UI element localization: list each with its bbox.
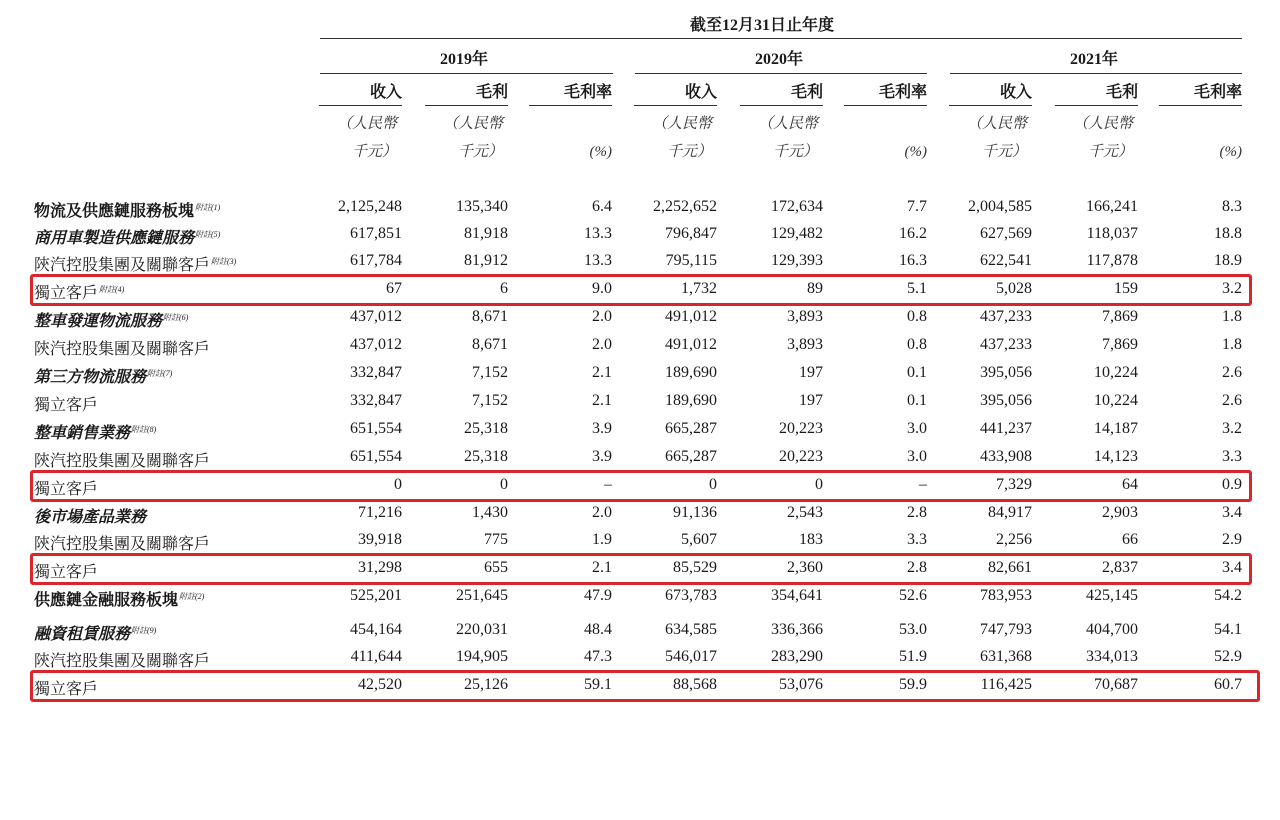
footnote-ref: 附註(4) <box>99 284 125 294</box>
row-label <box>34 198 220 221</box>
table-cell: 0.9 <box>1222 476 1242 493</box>
table-cell: 2,256 <box>996 531 1032 548</box>
table-cell: 437,233 <box>980 308 1032 325</box>
row-label-text: 陝汽控股集團及關聯客戶 <box>34 653 211 670</box>
table-cell: 25,126 <box>464 676 508 693</box>
column-header: 毛利率 <box>878 84 927 101</box>
table-cell: 491,012 <box>665 336 717 353</box>
column-header: 毛利 <box>1105 84 1138 101</box>
table-cell: 3.4 <box>1222 559 1242 576</box>
table-cell: 796,847 <box>665 225 717 242</box>
table-cell: 2.1 <box>592 559 612 576</box>
table-cell: 651,554 <box>350 420 402 437</box>
table-cell: 189,690 <box>665 364 717 381</box>
table-cell: 81,918 <box>464 225 508 242</box>
table-cell: 67 <box>386 280 402 297</box>
row-label-text: 商用車製造供應鏈服務 <box>34 230 195 247</box>
table-cell: 2,252,652 <box>653 198 717 215</box>
table-cell: 395,056 <box>980 392 1032 409</box>
table-cell: 10,224 <box>1094 392 1138 409</box>
table-cell: 411,644 <box>350 648 402 665</box>
table-cell: 1.8 <box>1222 308 1242 325</box>
table-cell: 2,837 <box>1102 559 1138 576</box>
table-cell: 3.4 <box>1222 504 1242 521</box>
unit-label: (%) <box>1219 144 1242 160</box>
table-cell: 441,237 <box>980 420 1032 437</box>
table-cell: 395,056 <box>980 364 1032 381</box>
table-cell: 91,136 <box>673 504 717 521</box>
table-cell: 617,784 <box>350 252 402 269</box>
row-label-text: 獨立客戶 <box>34 681 99 698</box>
table-cell: 18.9 <box>1214 252 1242 269</box>
row-label-text: 融資租賃服務 <box>34 626 131 643</box>
table-cell: 9.0 <box>592 280 612 297</box>
table-cell: 10,224 <box>1094 364 1138 381</box>
table-cell: 622,541 <box>980 252 1032 269</box>
column-header: 收入 <box>684 84 717 101</box>
table-cell: 2,125,248 <box>338 198 402 215</box>
unit-label: （人民幣 <box>442 116 503 132</box>
table-cell: 491,012 <box>665 308 717 325</box>
table-cell: 2.6 <box>1222 364 1242 381</box>
table-cell: 8,671 <box>472 336 508 353</box>
table-cell: 183 <box>799 531 823 548</box>
row-label-text: 後市場產品業務 <box>34 509 147 526</box>
table-cell: 194,905 <box>456 648 508 665</box>
table-cell: 0 <box>815 476 823 493</box>
row-label <box>34 364 172 387</box>
row-label-text: 獨立客戶 <box>34 397 99 414</box>
table-cell: 2.0 <box>592 308 612 325</box>
row-label <box>34 676 98 699</box>
table-cell: 88,568 <box>673 676 717 693</box>
table-cell: 332,847 <box>350 392 402 409</box>
table-cell: 70,687 <box>1094 676 1138 693</box>
table-cell: 14,123 <box>1094 448 1138 465</box>
row-label <box>34 476 98 499</box>
table-cell: 3.0 <box>907 448 927 465</box>
table-cell: 81,912 <box>464 252 508 269</box>
footnote-ref: 附註(3) <box>211 256 237 266</box>
year-header: 2019年 <box>440 51 489 68</box>
table-cell: 8.3 <box>1222 198 1242 215</box>
table-cell: 525,201 <box>350 587 402 604</box>
table-cell: 3.2 <box>1222 280 1242 297</box>
table-cell: 52.6 <box>899 587 927 604</box>
table-period-title: 截至12月31日止年度 <box>690 17 835 34</box>
table-cell: 2.9 <box>1222 531 1242 548</box>
divider <box>320 38 1242 39</box>
row-label-text: 供應鏈金融服務板塊 <box>34 592 179 609</box>
table-cell: 8,671 <box>472 308 508 325</box>
table-cell: 166,241 <box>1086 198 1138 215</box>
table-cell: 2,360 <box>787 559 823 576</box>
table-cell: 3.2 <box>1222 420 1242 437</box>
column-header: 收入 <box>369 84 402 101</box>
table-cell: 251,645 <box>456 587 508 604</box>
table-cell: 5,028 <box>996 280 1032 297</box>
table-cell: 0.8 <box>907 336 927 353</box>
footnote-ref: 附註(9) <box>131 625 157 635</box>
table-cell: 197 <box>799 364 823 381</box>
table-cell: 25,318 <box>464 448 508 465</box>
column-header: 收入 <box>999 84 1032 101</box>
table-cell: 2.1 <box>592 392 612 409</box>
table-cell: 39,918 <box>358 531 402 548</box>
divider <box>950 73 1242 74</box>
footnote-ref: 附註(6) <box>163 312 189 322</box>
row-label-text: 陝汽控股集團及關聯客戶 <box>34 257 211 274</box>
year-header: 2021年 <box>1070 51 1119 68</box>
table-cell: 7,152 <box>472 392 508 409</box>
table-cell: 1,732 <box>681 280 717 297</box>
table-cell: 2.0 <box>592 504 612 521</box>
table-cell: 0.1 <box>907 364 927 381</box>
table-cell: 64 <box>1122 476 1138 493</box>
table-cell: 66 <box>1122 531 1138 548</box>
unit-label: （人民幣 <box>651 116 712 132</box>
row-label-text: 整車發運物流服務 <box>34 313 163 330</box>
table-cell: 220,031 <box>456 621 508 638</box>
table-cell: 0 <box>394 476 402 493</box>
table-cell: 16.3 <box>899 252 927 269</box>
table-cell: 0.1 <box>907 392 927 409</box>
divider <box>319 105 402 106</box>
unit-label: 千元） <box>351 144 397 160</box>
row-label-text: 陝汽控股集團及關聯客戶 <box>34 536 211 553</box>
unit-label: （人民幣 <box>966 116 1027 132</box>
table-cell: 25,318 <box>464 420 508 437</box>
row-label <box>34 621 156 644</box>
table-cell: 3,893 <box>787 336 823 353</box>
table-cell: 172,634 <box>771 198 823 215</box>
table-cell: 433,908 <box>980 448 1032 465</box>
table-cell: 2.8 <box>907 504 927 521</box>
table-cell: 2.8 <box>907 559 927 576</box>
divider <box>634 105 717 106</box>
row-label <box>34 559 98 582</box>
table-cell: 1.9 <box>592 531 612 548</box>
table-cell: 54.1 <box>1214 621 1242 638</box>
table-cell: 3.0 <box>907 420 927 437</box>
table-cell: 655 <box>484 559 508 576</box>
table-cell: 13.3 <box>584 252 612 269</box>
table-cell: – <box>604 476 612 493</box>
divider <box>529 105 612 106</box>
table-cell: 631,368 <box>980 648 1032 665</box>
row-label-text: 陝汽控股集團及關聯客戶 <box>34 341 211 358</box>
table-cell: 7,152 <box>472 364 508 381</box>
table-cell: 283,290 <box>771 648 823 665</box>
table-cell: 334,013 <box>1086 648 1138 665</box>
table-cell: 7,869 <box>1102 308 1138 325</box>
table-cell: 747,793 <box>980 621 1032 638</box>
row-label <box>34 448 210 471</box>
table-cell: 85,529 <box>673 559 717 576</box>
row-label-text: 整車銷售業務 <box>34 425 131 442</box>
table-cell: 13.3 <box>584 225 612 242</box>
table-cell: 116,425 <box>980 676 1032 693</box>
unit-label: 千元） <box>772 144 818 160</box>
table-cell: 117,878 <box>1086 252 1138 269</box>
table-cell: 14,187 <box>1094 420 1138 437</box>
unit-label: （人民幣 <box>757 116 818 132</box>
table-cell: 3,893 <box>787 308 823 325</box>
column-header: 毛利 <box>790 84 823 101</box>
table-cell: 3.9 <box>592 420 612 437</box>
table-cell: 6.4 <box>592 198 612 215</box>
table-cell: 0.8 <box>907 308 927 325</box>
table-cell: 354,641 <box>771 587 823 604</box>
row-label <box>34 336 210 359</box>
table-cell: 118,037 <box>1086 225 1138 242</box>
unit-label: 千元） <box>981 144 1027 160</box>
table-cell: 135,340 <box>456 198 508 215</box>
table-cell: 5,607 <box>681 531 717 548</box>
table-cell: 332,847 <box>350 364 402 381</box>
table-cell: 627,569 <box>980 225 1032 242</box>
table-cell: 617,851 <box>350 225 402 242</box>
table-cell: 1,430 <box>472 504 508 521</box>
table-cell: 1.8 <box>1222 336 1242 353</box>
unit-label: (%) <box>904 144 927 160</box>
row-label <box>34 280 124 303</box>
unit-label: （人民幣 <box>336 116 397 132</box>
divider <box>320 73 613 74</box>
unit-label: 千元） <box>666 144 712 160</box>
footnote-ref: 附註(2) <box>179 591 205 601</box>
row-label <box>34 308 188 331</box>
table-cell: 404,700 <box>1086 621 1138 638</box>
table-cell: 3.3 <box>1222 448 1242 465</box>
table-cell: 48.4 <box>584 621 612 638</box>
table-cell: 437,233 <box>980 336 1032 353</box>
table-cell: 546,017 <box>665 648 717 665</box>
divider <box>635 73 927 74</box>
table-cell: 53.0 <box>899 621 927 638</box>
column-header: 毛利率 <box>563 84 612 101</box>
divider <box>1055 105 1138 106</box>
table-cell: 2.1 <box>592 364 612 381</box>
table-cell: 42,520 <box>358 676 402 693</box>
table-cell: 7.7 <box>907 198 927 215</box>
unit-label: (%) <box>589 144 612 160</box>
table-cell: 665,287 <box>665 420 717 437</box>
row-label-text: 獨立客戶 <box>34 564 99 581</box>
table-cell: 82,661 <box>988 559 1032 576</box>
column-header: 毛利 <box>475 84 508 101</box>
table-cell: 665,287 <box>665 448 717 465</box>
table-cell: 425,145 <box>1086 587 1138 604</box>
table-cell: 52.9 <box>1214 648 1242 665</box>
table-cell: 2.0 <box>592 336 612 353</box>
table-cell: 71,216 <box>358 504 402 521</box>
table-cell: 59.1 <box>584 676 612 693</box>
column-header: 毛利率 <box>1193 84 1242 101</box>
footnote-ref: 附註(5) <box>195 229 221 239</box>
table-cell: 84,917 <box>988 504 1032 521</box>
table-cell: 3.3 <box>907 531 927 548</box>
table-cell: 20,223 <box>779 420 823 437</box>
footnote-ref: 附註(8) <box>131 424 157 434</box>
row-label <box>34 392 98 415</box>
table-cell: 3.9 <box>592 448 612 465</box>
footnote-ref: 附註(1) <box>195 202 221 212</box>
divider <box>740 105 823 106</box>
divider <box>425 105 508 106</box>
table-cell: 47.3 <box>584 648 612 665</box>
row-label-text: 獨立客戶 <box>34 481 99 498</box>
table-cell: 2.6 <box>1222 392 1242 409</box>
row-label <box>34 225 220 248</box>
table-cell: 437,012 <box>350 308 402 325</box>
row-label <box>34 587 204 610</box>
table-cell: 129,482 <box>771 225 823 242</box>
table-cell: 2,004,585 <box>968 198 1032 215</box>
table-cell: 0 <box>709 476 717 493</box>
table-cell: 775 <box>484 531 508 548</box>
table-cell: 0 <box>500 476 508 493</box>
table-cell: 651,554 <box>350 448 402 465</box>
table-cell: 54.2 <box>1214 587 1242 604</box>
table-cell: 20,223 <box>779 448 823 465</box>
table-cell: 89 <box>807 280 823 297</box>
divider <box>1159 105 1242 106</box>
table-cell: 783,953 <box>980 587 1032 604</box>
table-cell: 51.9 <box>899 648 927 665</box>
table-cell: 18.8 <box>1214 225 1242 242</box>
table-cell: 454,164 <box>350 621 402 638</box>
unit-label: （人民幣 <box>1072 116 1133 132</box>
table-cell: 336,366 <box>771 621 823 638</box>
table-cell: 16.2 <box>899 225 927 242</box>
row-label <box>34 531 210 554</box>
table-cell: 795,115 <box>665 252 717 269</box>
divider <box>949 105 1032 106</box>
row-label-text: 獨立客戶 <box>34 285 99 302</box>
table-cell: 47.9 <box>584 587 612 604</box>
row-label <box>34 420 156 443</box>
table-cell: 673,783 <box>665 587 717 604</box>
row-label <box>34 252 236 275</box>
row-label-text: 物流及供應鏈服務板塊 <box>34 203 195 220</box>
table-cell: 60.7 <box>1214 676 1242 693</box>
table-cell: – <box>919 476 927 493</box>
table-cell: 437,012 <box>350 336 402 353</box>
row-label-text: 第三方物流服務 <box>34 369 147 386</box>
table-cell: 5.1 <box>907 280 927 297</box>
table-cell: 2,543 <box>787 504 823 521</box>
table-cell: 7,329 <box>996 476 1032 493</box>
table-cell: 59.9 <box>899 676 927 693</box>
row-label-text: 陝汽控股集團及關聯客戶 <box>34 453 211 470</box>
table-cell: 53,076 <box>779 676 823 693</box>
table-cell: 129,393 <box>771 252 823 269</box>
table-cell: 7,869 <box>1102 336 1138 353</box>
year-header: 2020年 <box>755 51 804 68</box>
table-cell: 189,690 <box>665 392 717 409</box>
table-cell: 31,298 <box>358 559 402 576</box>
table-cell: 159 <box>1114 280 1138 297</box>
divider <box>844 105 927 106</box>
table-cell: 2,903 <box>1102 504 1138 521</box>
table-cell: 197 <box>799 392 823 409</box>
row-label <box>34 504 146 527</box>
table-cell: 634,585 <box>665 621 717 638</box>
row-label <box>34 648 210 671</box>
table-cell: 6 <box>500 280 508 297</box>
footnote-ref: 附註(7) <box>147 368 173 378</box>
unit-label: 千元） <box>1087 144 1133 160</box>
unit-label: 千元） <box>457 144 503 160</box>
